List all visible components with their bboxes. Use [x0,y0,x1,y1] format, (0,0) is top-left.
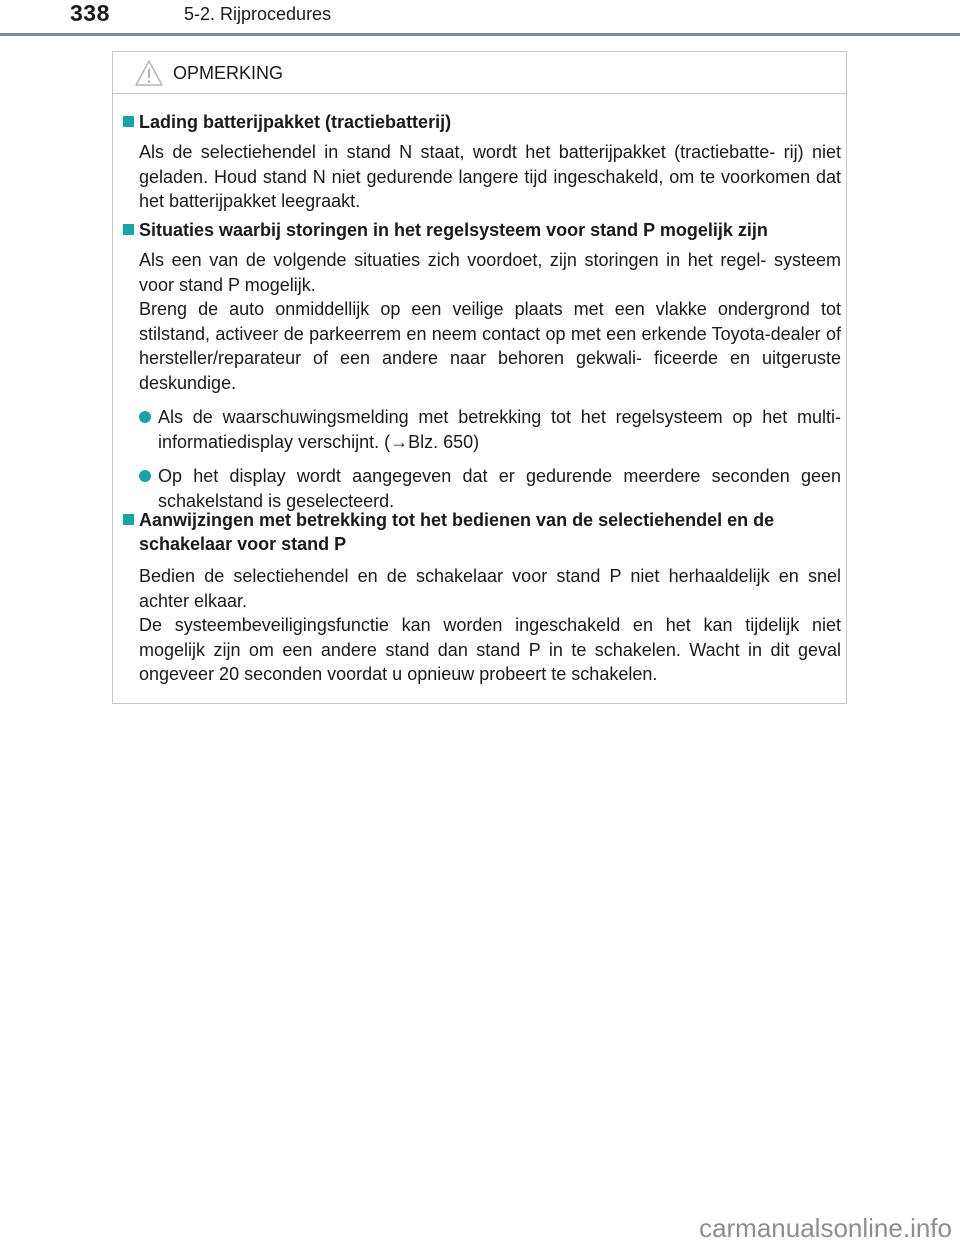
heading-text: Lading batterijpakket (tractiebatterij) [139,112,452,132]
section-heading [123,508,841,556]
header-divider [0,33,960,36]
notice-box [112,51,847,704]
paragraph: Als de selectiehendel in stand N staat, wordt het batterijpakket (tractiebatte- rij) niet geladen. Houd stand N niet gedurende langere tijd ingeschakeld, om te voorkomen dat het batterijpakket leegraakt. [139,142,841,211]
list-item-text: Als de waarschuwingsmelding met betrekking tot het regelsysteem op het multi-informatiedisplay verschijnt. (→Blz. 650) [158,407,841,452]
page-number: 338 [70,0,110,26]
notice-section-p-system [123,218,841,513]
section-title: 5-2. Rijprocedures [184,4,332,24]
section-heading [123,110,841,134]
paragraph: De systeembeveiligingsfunctie kan worden ingeschakeld en het kan tijdelijk niet mogelijk zijn om een andere stand dan stand P in te schakelen. Wacht in dit geval ongeveer 20 seconden voordat u opnieuw probeert te schakelen. [139,615,841,684]
list-item [123,464,841,513]
square-bullet-icon [123,224,134,235]
heading-text: Situaties waarbij storingen in het regelsysteem voor stand P mogelijk zijn [139,220,768,240]
notice-title-bar [113,52,846,94]
round-bullet-icon [139,411,151,423]
heading-text: Aanwijzingen met betrekking tot het bedienen van de selectiehendel en de schakelaar voor stand P [139,510,775,554]
warning-triangle-icon [134,59,164,87]
round-bullet-icon [139,470,151,482]
paragraph: Als een van de volgende situaties zich voordoet, zijn storingen in het regel- systeem voor stand P mogelijk. [139,250,841,295]
square-bullet-icon [123,514,134,525]
list-item-text: Op het display wordt aangegeven dat er gedurende meerdere seconden geen schakelstand is geselecteerd. [158,466,841,511]
watermark: carmanualsonline.info [699,1213,952,1243]
paragraph: Bedien de selectiehendel en de schakelaar voor stand P niet herhaaldelijk en snel achter elkaar. [139,566,841,611]
page-header [0,0,960,40]
section-heading [123,218,841,242]
notice-section-battery [123,110,841,214]
square-bullet-icon [123,116,134,127]
paragraph: Breng de auto onmiddellijk op een veilige plaats met een vlakke ondergrond tot stilstand, activeer de parkeerrem en neem contact op met een erkende Toyota-dealer of hersteller/reparateur of een andere naar behoren gekwali- ficeerde en uitgeruste deskundige. [139,299,841,393]
notice-title: OPMERKING [173,63,284,83]
notice-section-operation [123,508,841,687]
list-item [123,405,841,454]
